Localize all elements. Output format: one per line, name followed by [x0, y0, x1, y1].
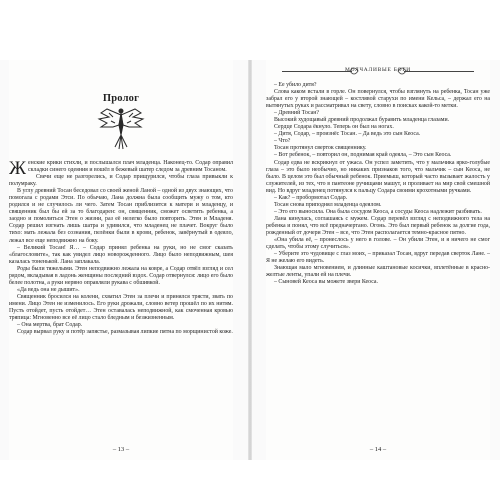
- paragraph: Высокий худощавый древний продолжал буравить младенца глазами.: [274, 117, 450, 124]
- left-page-text: [9, 160, 233, 336]
- paragraph: Тосан снова приподнял младенца одеялом.: [274, 201, 382, 208]
- paragraph: Лана кинулась, соглашаясь с мужем. Содар перевёл взгляд с неподвижного тела на ребенка и понял, что всё предначертано. Огонь. Это был первый ребенок за долгие года, рожденный от дочери Этен – все, что Этен располагается темно-красное пятно.: [266, 215, 490, 236]
- left-page: [9, 60, 233, 460]
- paragraph: – Это его выносила. Она была сосудом Кеоса, а сосуды Кеоса надлежит разбивать.: [274, 208, 482, 215]
- paragraph: Тосан протянул сверток священнику.: [274, 145, 367, 152]
- paragraph: Содар вырвал руку и потёр запястье, размазывая липкие пятна по морщинистой коже.: [17, 329, 233, 336]
- book-spread: [0, 60, 500, 460]
- paragraph: Свечи еще не разгорелись, и Содар прищурился, чтобы глаза привыкли к полумраку.: [9, 174, 233, 188]
- paragraph: Слова каком встали в горле. Он повернулся, чтобы взглянуть на ребенка, Тосан уже забрал его у второй знающей – костлявой старухи по имени Кельса, – держал его на вытянутых руках и рассматривал на свету, словно в поисках какой-то метки.: [266, 89, 490, 110]
- paragraph: Знающая мало мгновением, и длинные каштановые косички, вплетённые в красно-желтые ленты, упали ей на плечи.: [266, 265, 490, 279]
- paragraph: – Вот ребенок, – повторил он, поднимая край одеяла, – Это сын Кеоса.: [274, 152, 452, 159]
- paragraph: – Дитя, Содар, – произнёс Тосан. – Да ведь это сын Кеоса.: [274, 131, 421, 138]
- paragraph: – Древний Тосан?: [274, 110, 320, 117]
- paragraph: – Она мертва, брат Содар.: [17, 322, 83, 329]
- running-header-title: МОЛЧАЛИВЫЕ БОГИ: [345, 67, 411, 73]
- paragraph: Содар едва не вскрикнул от ужаса. Он успел заметить, что у мальчика ярко-голубые глаза – это было необычно, но никаких признаков того, что мальчик – сын Кеоса, не было. В целом это был обычный ребенок. Приемыш, который часто вызывает жалость у служителей, из тех, что в пантеоне ручищами машут, и проливает на мир свой смешной вид. Но вдруг младенец потянулся к пальцу Содара своими крохотными ручками.: [266, 159, 490, 194]
- running-header: [282, 66, 474, 76]
- paragraph: – Что?: [274, 138, 291, 145]
- phoenix-emblem-icon: [95, 105, 147, 151]
- paragraph: – Сыновей Кеоса вы можете звери Кеоса.: [274, 279, 379, 286]
- page-number: – 14 –: [369, 446, 387, 453]
- paragraph: – Как? – пробормотал Содар.: [274, 194, 348, 201]
- dropcap-letter: Ж: [9, 158, 27, 179]
- paragraph: Сердце Содара ёкнуло. Теперь он был на ногах.: [274, 124, 394, 131]
- chapter-title: Пролог: [102, 93, 140, 104]
- paragraph: – Ее убило дитя?: [274, 82, 317, 88]
- book-gutter: [248, 60, 252, 460]
- paragraph: Священник бросился на колени, схватил Этен за плечи и принялся трясти, звать по имени. Лицо Этен не изменилось. Его руки дрожали, словно ветер прошёл по их нитям. Пусть отойдет, пусть отойдет… Этен оставалась неподвижной, как смоченная кровью тряпица: Мгновенно все её лицо стало бледным и безжизненным.: [9, 293, 233, 322]
- paragraph: «Да ведь она не дышит».: [17, 286, 80, 293]
- paragraph: «Она убила её, – пронеслось у него в голове. – Он убили Этен, и я ничего не смог сделать, чтобы этому случиться».: [266, 237, 490, 251]
- first-paragraph: енские крики стихли, и послышался плач младенца. Наконец-то. Содар оправил складки синего одеяния и вошёл в бежевый шатер следом за древним Тосаном.: [28, 160, 233, 174]
- right-page-text: [266, 82, 490, 286]
- paragraph: – Уберите это чудовище с глаз моих, – приказал Тосан, вдруг передав сверток Лане. – Я не желаю его видеть.: [266, 251, 490, 265]
- paragraph: – Великий Тосан! Я… – Содар принял ребенка на руки, но не смог сказать «благословите», так как увидел лицо новорожденного. Лицо было неподвижным, шея казалась тоненькой. Лана заплакала.: [9, 244, 233, 265]
- page-number: – 13 –: [112, 446, 130, 453]
- paragraph: Роды были тяжелыми. Этен неподвижно лежала на ковре, а Содар отвёл взгляд и сел рядом, вкладывая в ладонь женщины последний вздох. Содар отвернулся: лицо его было белее полотна, а руки нервно оправляли рукава с обшивкой.: [9, 265, 233, 286]
- paragraph: В углу древний Тосан беседовал со своей женой Ланой – одной из двух знающих, что помогала с родами Этси. По обычаю, Лана должна была сообщить мужу о том, кто родился и не случилось ли чего. Затем Тосан приблизится к матери и младенцу, и священник был бы ей за то благодарен: он, священник, сможет осветить ребенка, а заодно и помолиться Этен о жизни, раз её нелегко было повторить. Этен и Младеня. Содар решил изгнать лишь шатра и удивился, что младенец не плачет. Вокруг было тихо: мать лежала без сознания, пелёнки были в крови, ребенок, завёрнутый в одеяло, лежал все еще неподвижно на боку.: [9, 188, 233, 244]
- right-page: [266, 60, 490, 460]
